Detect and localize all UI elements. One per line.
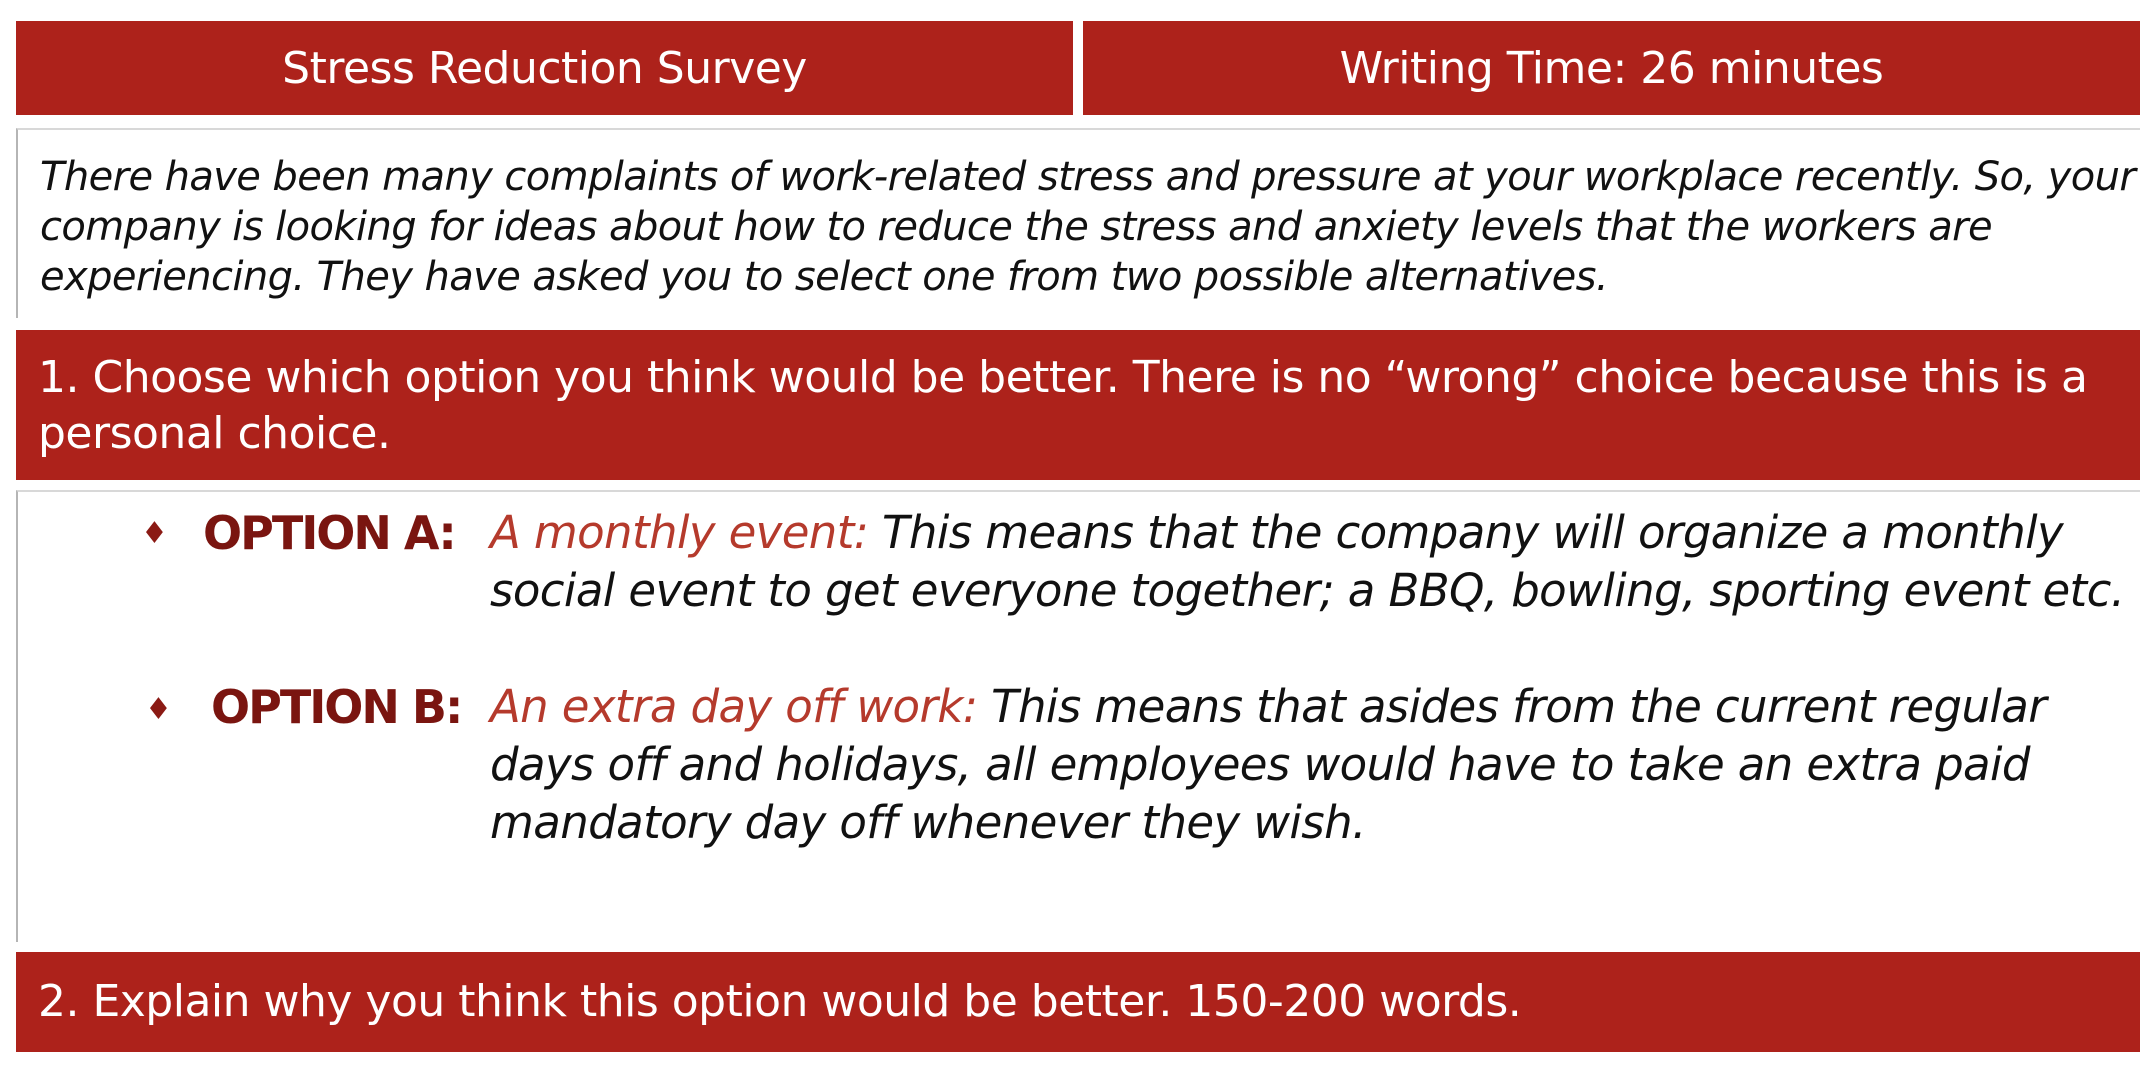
survey-title: Stress Reduction Survey <box>282 42 807 94</box>
option-a-text <box>490 504 2130 620</box>
scenario-paragraph <box>16 128 2140 318</box>
writing-time: Writing Time: 26 minutes <box>1339 42 1884 94</box>
diamond-bullet-icon: ♦ <box>145 692 172 727</box>
option-b-title: An extra day off work: <box>490 680 978 733</box>
question-1-bar <box>16 330 2140 480</box>
options-list <box>16 490 2140 942</box>
question-1-text: 1. Choose which option you think would be better. There is no “wrong” choice because this is a personal choice. <box>38 352 2088 459</box>
option-a-label: OPTION A: <box>203 506 455 560</box>
question-2-text: 2. Explain why you think this option would be better. 150-200 words. <box>38 976 1522 1027</box>
scenario-text: There have been many complaints of work-related stress and pressure at your workplace recently. So, your company is looking for ideas about how to reduce the stress and anxiety levels that the workers are experiencing. They have asked you to select one from two possible alternatives. <box>40 154 2136 300</box>
diamond-bullet-icon: ♦ <box>141 516 168 551</box>
survey-title-bar <box>16 21 1073 115</box>
option-a-title: A monthly event: <box>490 506 869 559</box>
option-b-label: OPTION B: <box>211 680 462 734</box>
header-divider <box>1073 21 1083 115</box>
option-b-text <box>490 678 2130 852</box>
question-2-bar <box>16 952 2140 1052</box>
writing-time-bar <box>1083 21 2140 115</box>
option-a-description: This means that the company will organize a monthly social event to get everyone together; a BBQ, bowling, sporting event etc. <box>490 506 2125 617</box>
option-b-description: This means that asides from the current regular days off and holidays, all employees would have to take an extra paid mandatory day off whenever they wish. <box>490 680 2047 849</box>
